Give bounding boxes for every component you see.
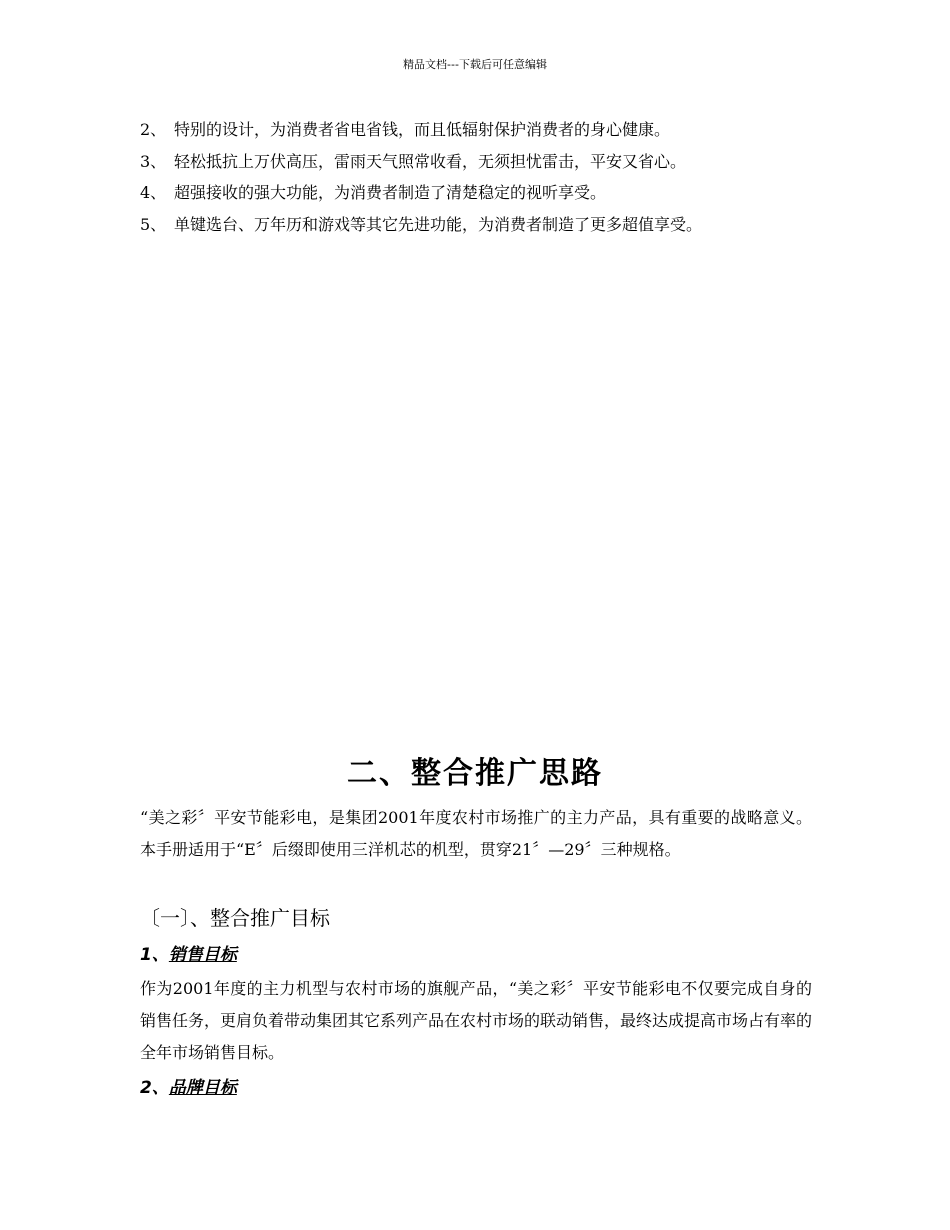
goal-heading-title: 品牌目标 xyxy=(168,1078,237,1098)
list-item-number: 4、 xyxy=(140,183,167,202)
goal-heading-number: 2、 xyxy=(140,1078,169,1098)
intro-paragraph: “美之彩〞平安节能彩电，是集团2001年度农村市场推广的主力产品，具有重要的战略意义。本手册适用于“E〞后缀即使用三洋机芯的机型，贯穿21〞—29〞三种规格。 xyxy=(140,808,812,859)
goal-heading-number: 1、 xyxy=(140,945,169,965)
goal-heading-sales xyxy=(140,940,237,965)
list-item-text: 单键选台、万年历和游戏等其它先进功能，为消费者制造了更多超值享受。 xyxy=(174,214,703,234)
list-item-text: 特别的设计，为消费者省电省钱，而且低辐射保护消费者的身心健康。 xyxy=(174,120,671,139)
list-item-number: 3、 xyxy=(140,151,167,171)
goal-heading-title: 销售目标 xyxy=(168,945,237,965)
list-item xyxy=(140,209,820,241)
list-item-number: 5、 xyxy=(140,214,167,234)
page-header: 精品文档---下载后可任意编辑 xyxy=(403,58,547,71)
section-title: 二、整合推广思路 xyxy=(347,756,603,791)
feature-list xyxy=(140,114,820,240)
list-item-text: 轻松抵抗上万伏高压，雷雨天气照常收看，无须担忧雷击，平安又省心。 xyxy=(174,151,687,171)
sales-goal-paragraph: 作为2001年度的主力机型与农村市场的旗舰产品，“美之彩〞平安节能彩电不仅要完成自身的销售任务，更肩负着带动集团其它系列产品在农村市场的联动销售，最终达成提高市场占有率的全年市场销售目标。 xyxy=(140,979,813,1062)
list-item-number: 2、 xyxy=(140,120,167,139)
list-item xyxy=(140,177,820,209)
list-item xyxy=(140,114,820,146)
list-item-text: 超强接收的强大功能，为消费者制造了清楚稳定的视听享受。 xyxy=(174,183,607,202)
subsection-heading: 〔一〕、整合推广目标 xyxy=(140,906,330,930)
list-item xyxy=(140,146,820,178)
goal-heading-brand xyxy=(140,1073,237,1098)
